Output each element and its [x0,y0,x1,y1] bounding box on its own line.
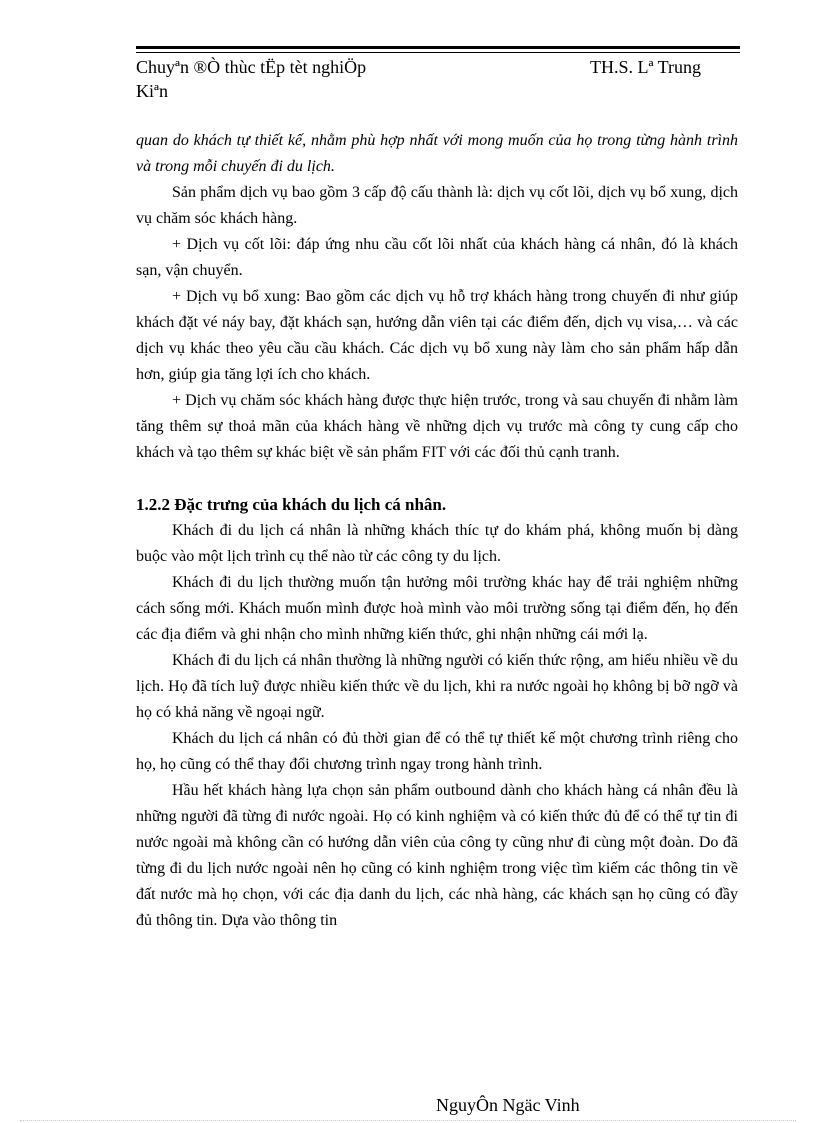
paragraph: + Dịch vụ chăm sóc khách hàng được thực hiện trước, trong và sau chuyến đi nhằm làm tăng thêm sự thoả mãn của khách hàng về những dịch vụ trước mà công ty cung cấp cho khách và tạo thêm sự khác biệt về sản phẩm FIT với các đối thủ cạnh tranh. [136,392,738,461]
paragraph: Khách đi du lịch thường muốn tận hưởng môi trường khác hay để trải nghiệm những cách sống mới. Khách muốn mình được hoà mình vào môi trường sống tại điểm đến, họ đến các địa điểm và ghi nhận cho mình những kiến thức, ghi nhận những cái mới lạ. [136,574,738,643]
paragraph: quan do khách tự thiết kế, nhằm phù hợp nhất với mong muốn của họ trong từng hành trình và trong mỗi chuyến đi du lịch. [136,132,738,175]
footer-author: NguyÔn Ngäc Vinh [436,1095,580,1115]
paragraph: Khách đi du lịch cá nhân là những khách thíc tự do khám phá, không muốn bị dàng buộc vào một lịch trình cụ thể nào từ các công ty du lịch. [136,522,738,565]
header-rule-thin [136,52,740,53]
paragraph: Hầu hết khách hàng lựa chọn sản phẩm outbound dành cho khách hàng cá nhân đều là những người đã từng đi nước ngoài. Họ có kinh nghiệm và có kiến thức đủ để có thể tự tin đi nước ngoài mà không cần có hướng dẫn viên của công ty cũng như đi cùng một đoàn. Do đã từng đi du lịch nước ngoài nên họ cũng có kinh nghiệm trong việc tìm kiếm các thông tin về đất nước mà họ chọn, với các địa danh du lịch, các nhà hàng, các khách sạn họ cũng có đầy đủ thông tin. Dựa vào thông tin [136,782,738,929]
paragraph: Khách du lịch cá nhân có đủ thời gian để có thể tự thiết kế một chương trình riêng cho họ, họ cũng có thể thay đổi chương trình ngay trong hành trình. [136,730,738,773]
paragraph: + Dịch vụ cốt lõi: đáp ứng nhu cầu cốt lõi nhất của khách hàng cá nhân, đó là khách sạn, vận chuyển. [136,236,738,279]
header-title-continued: Kiªn [136,81,168,101]
paragraph: Sản phẩm dịch vụ bao gồm 3 cấp độ cấu thành là: dịch vụ cốt lõi, dịch vụ bổ xung, dịch vụ chăm sóc khách hàng. [136,184,738,227]
section-heading: 1.2.2 Đặc trưng của khách du lịch cá nhân. [136,495,447,514]
page-bottom-border [20,1120,796,1121]
header-supervisor: TH.S. Lª Trung [590,57,701,77]
document-body [136,128,738,934]
paragraph: Khách đi du lịch cá nhân thường là những người có kiến thức rộng, am hiểu nhiều về du lịch. Họ đã tích luỹ được nhiều kiến thức về du lịch, khi ra nước ngoài họ không bị bỡ ngỡ và họ có khả năng về ngoại ngữ. [136,652,738,721]
header-rule [136,46,740,49]
paragraph: + Dịch vụ bổ xung: Bao gồm các dịch vụ hỗ trợ khách hàng trong chuyến đi như giúp khách đặt vé náy bay, đặt khách sạn, hướng dẫn viên tại các điểm đến, dịch vụ visa,… và các dịch vụ khác theo yêu cầu cầu khách. Các dịch vụ bổ xung này làm cho sản phẩm hấp dẫn hơn, giúp gia tăng lợi ích cho khách. [136,288,738,383]
header-title: Chuyªn ®Ò thùc tËp tèt nghiÖp [136,57,367,77]
